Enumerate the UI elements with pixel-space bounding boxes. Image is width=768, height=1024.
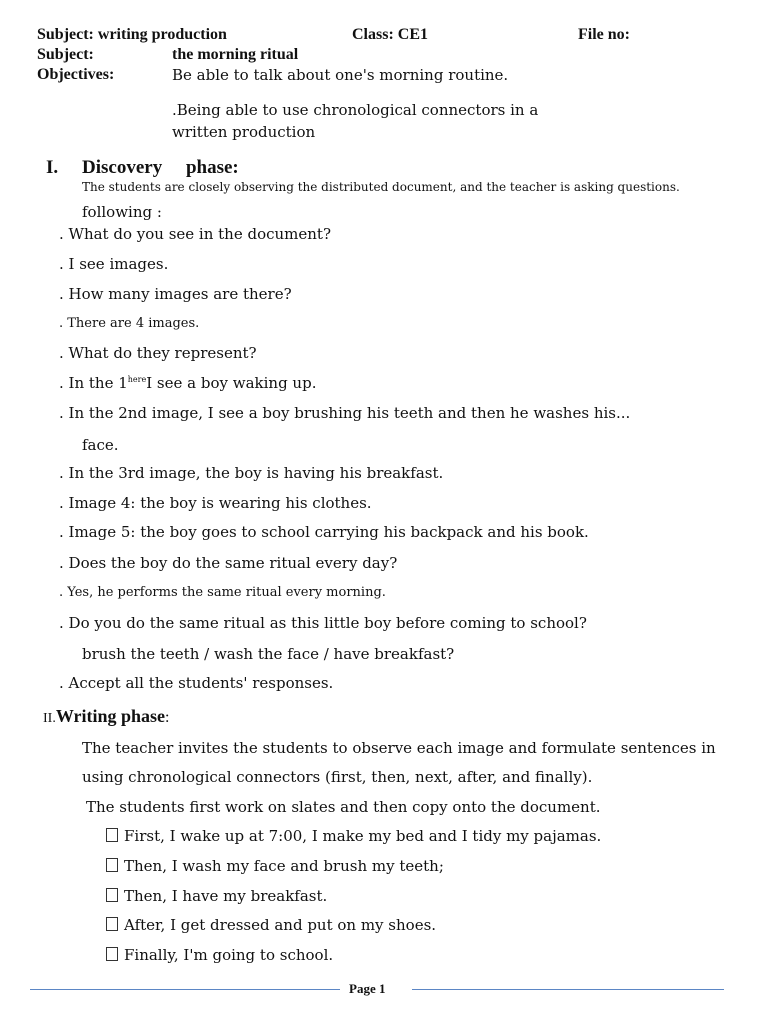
answer-3-pre: . In the 1 xyxy=(59,374,128,392)
page-number: Page 1 xyxy=(349,981,386,996)
subject-value: the morning ritual xyxy=(172,46,299,63)
answer-3 xyxy=(59,374,316,392)
list-item-text: Then, I wash my face and brush my teeth; xyxy=(124,857,444,875)
footer-rule-right xyxy=(412,989,724,990)
answer-1: . I see images. xyxy=(59,255,169,273)
discovery-title: Discovery phase: xyxy=(82,157,239,178)
writing-heading xyxy=(43,706,169,727)
checkbox-icon xyxy=(106,947,118,961)
list-item xyxy=(106,887,327,905)
writing-numeral: II. xyxy=(43,711,56,726)
list-item xyxy=(106,827,601,845)
list-item-text: First, I wake up at 7:00, I make my bed and I tidy my pajamas. xyxy=(124,827,602,845)
list-item-text: Then, I have my breakfast. xyxy=(124,887,328,905)
list-item xyxy=(106,916,436,934)
question-2: . How many images are there? xyxy=(59,285,292,303)
list-item-text: After, I get dressed and put on my shoes. xyxy=(124,916,437,934)
discovery-intro: The students are closely observing the distributed document, and the teacher is asking questions. xyxy=(82,180,680,194)
subject-label-2: Subject: xyxy=(37,46,94,63)
question-4: . Does the boy do the same ritual every day? xyxy=(59,554,398,572)
question-3: . What do they represent? xyxy=(59,344,257,362)
answer-4-cont: face. xyxy=(82,436,119,454)
answer-5: . In the 3rd image, the boy is having his breakfast. xyxy=(59,464,444,482)
question-1: . What do you see in the document? xyxy=(59,225,331,243)
class-label: Class: CE1 xyxy=(352,26,429,43)
checkbox-icon xyxy=(106,828,118,842)
objective-1: Be able to talk about one's morning routine. xyxy=(172,66,509,84)
writing-title: Writing phase xyxy=(55,706,166,726)
writing-para-1: The teacher invites the students to observe each image and formulate sentences in xyxy=(82,739,716,757)
answer-3-post: I see a boy waking up. xyxy=(146,374,317,392)
answer-7: . Image 5: the boy goes to school carrying his backpack and his book. xyxy=(59,523,589,541)
subject-label: Subject: writing production xyxy=(37,26,227,43)
footer-rule-left xyxy=(30,989,340,990)
answer-2: . There are 4 images. xyxy=(59,316,200,331)
writing-para-3: The students first work on slates and then copy onto the document. xyxy=(86,798,601,816)
list-item xyxy=(106,946,333,964)
checkbox-icon xyxy=(106,917,118,931)
objective-2-line1: .Being able to use chronological connectors in a xyxy=(172,101,539,119)
objective-2-line2: written production xyxy=(172,123,316,141)
objectives-label: Objectives: xyxy=(37,66,115,83)
discovery-numeral: I. xyxy=(46,157,59,178)
answer-8: . Yes, he performs the same ritual every morning. xyxy=(59,585,386,600)
question-5-cont: brush the teeth / wash the face / have breakfast? xyxy=(82,645,455,663)
question-5: . Do you do the same ritual as this little boy before coming to school? xyxy=(59,614,587,632)
answer-4: . In the 2nd image, I see a boy brushing his teeth and then he washes his... xyxy=(59,404,631,422)
writing-para-2: using chronological connectors (first, then, next, after, and finally). xyxy=(82,768,593,786)
list-item xyxy=(106,857,444,875)
writing-colon: : xyxy=(165,709,170,726)
instruction: . Accept all the students' responses. xyxy=(59,674,334,692)
answer-6: . Image 4: the boy is wearing his clothes. xyxy=(59,494,372,512)
checkbox-icon xyxy=(106,858,118,872)
discovery-intro-2: following : xyxy=(82,203,162,221)
answer-3-sup: here xyxy=(127,375,147,384)
checkbox-icon xyxy=(106,888,118,902)
list-item-text: Finally, I'm going to school. xyxy=(124,946,334,964)
file-number-label: File no: xyxy=(578,26,630,43)
